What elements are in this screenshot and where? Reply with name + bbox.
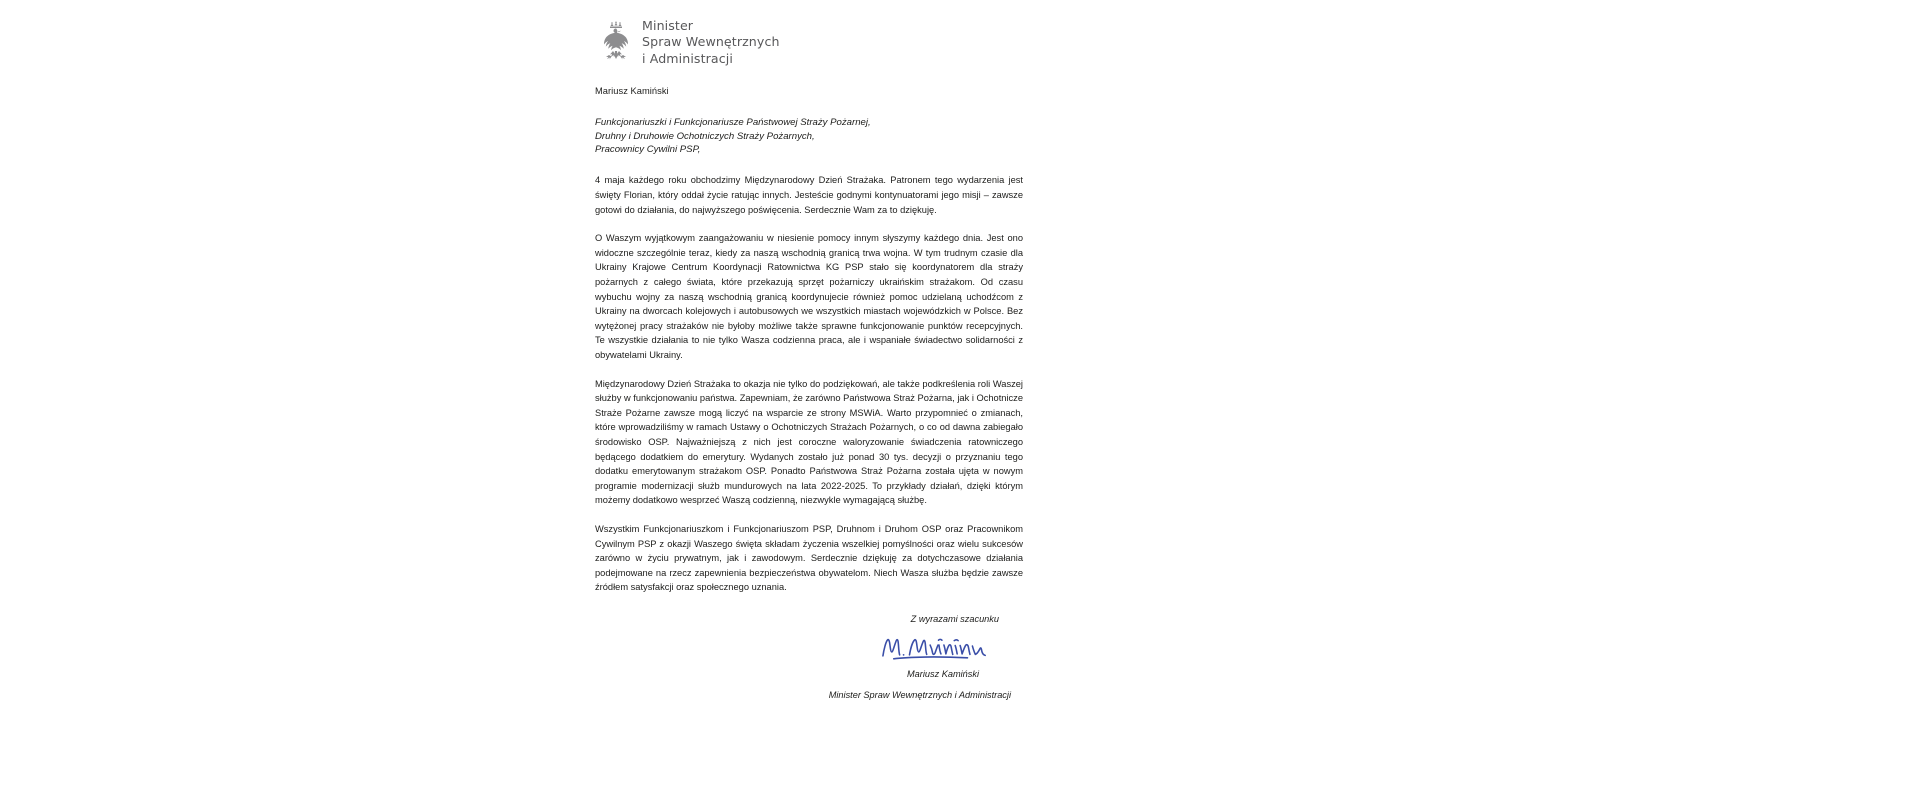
salutation <box>595 116 1023 156</box>
letterhead <box>595 0 1023 67</box>
signature-title: Minister Spraw Wewnętrznych i Administracji <box>828 689 1011 700</box>
letter-body <box>595 0 1023 810</box>
letterhead-text <box>642 18 780 67</box>
body-text <box>595 173 1023 594</box>
salutation-line-1: Funkcjonariuszki i Funkcjonariusze Państwowej Straży Pożarnej, <box>595 117 871 129</box>
paragraph-1: 4 maja każdego roku obchodzimy Międzynarodowy Dzień Strażaka. Patronem tego wydarzenia jest święty Florian, który oddał życie ratując innych. Jesteście godnymi kontynuatorami jego misji – zawsze gotowi do działania, do najwyższego poświęcenia. Serdecznie Wam za to dziękuję. <box>595 175 1023 215</box>
letterhead-line-1: Minister <box>642 18 694 33</box>
letterhead-line-2: Spraw Wewnętrznych <box>642 34 780 50</box>
paragraph-3: Międzynarodowy Dzień Strażaka to okazja nie tylko do podziękowań, ale także podkreślenia roli Waszej służby w funkcjonowaniu państwa. Zapewniam, że zarówno Państwowa Straż Pożarna, jak i Ochotnicze Straże Pożarne zawsze mogą liczyć na wsparcie ze strony MSWiA. Warto przypomnieć o zmianach, które wprowadziliśmy w ramach Ustawy o Ochotniczych Strażach Pożarnych, o co od dawna zabiegało środowisko OSP. Najważniejszą z nich jest coroczne waloryzowanie świadczenia ratowniczego będącego dodatkiem do emerytury. Wydanych zostało już ponad 30 tys. decyzji o przyznaniu tego dodatku emerytowanym strażakom OSP. Ponadto Państwowa Straż Pożarna została ujęta w nowym programie modernizacji służb mundurowych na lata 2022-2025. To przykłady działań, dzięki którym możemy dodatkowo wesprzeć Waszą codzienną, niezwykle wymagającą służbę. <box>595 378 1023 506</box>
letterhead-line-3: i Administracji <box>642 50 733 66</box>
handwritten-signature-icon <box>595 632 1023 666</box>
closing-phrase: Z wyrazami szacunku <box>910 613 999 624</box>
minister-name: Mariusz Kamiński <box>595 86 669 97</box>
paragraph-2: O Waszym wyjątkowym zaangażowaniu w niesienie pomocy innym słyszymy każdego dnia. Jest ono widoczne szczególnie teraz, kiedy za naszą wschodnią granicą trwa wojna. W tym trudnym czasie dla Ukrainy Krajowe Centrum Koordynacji Ratownictwa KG PSP stało się koordynatorem dla straży pożarnych z całego świata, które przekazują sprzęt pożarniczy ukraińskim strażakom. Od czasu wybuchu wojny za naszą wschodnią granicą koordynujecie również pomoc udzielaną uchodźcom z Ukrainy na dworcach kolejowych i autobusowych we wszystkich miastach wojewódzkich w Polsce. Bez wytężonej pracy strażaków nie byłoby możliwe także sprawne funkcjonowanie punktów recepcyjnych. Te wszystkie działania to nie tylko Wasza codzienna praca, ale i wspaniałe świadectwo solidarności z obywatelami Ukrainy. <box>595 233 1023 360</box>
paragraph-4: Wszystkim Funkcjonariuszkom i Funkcjonariuszom PSP, Druhnom i Druhom OSP oraz Pracownikom Cywilnym PSP z okazji Waszego święta składam życzenia wszelkiej pomyślności oraz wielu sukcesów zarówno w życiu prywatnym, jak i zawodowym. Serdecznie dziękuję za dotychczasowe działania podejmowane na rzecz zapewnienia bezpieczeństwa obywatelom. Niech Wasza służba będzie zawsze źródłem satysfakcji oraz społecznego uznania. <box>595 523 1023 593</box>
salutation-line-2: Druhny i Druhowie Ochotniczych Straży Pożarnych, <box>595 130 815 142</box>
polish-eagle-emblem-icon <box>599 20 633 62</box>
signature-name: Mariusz Kamiński <box>907 668 979 679</box>
salutation-line-3: Pracownicy Cywilni PSP, <box>595 144 701 156</box>
